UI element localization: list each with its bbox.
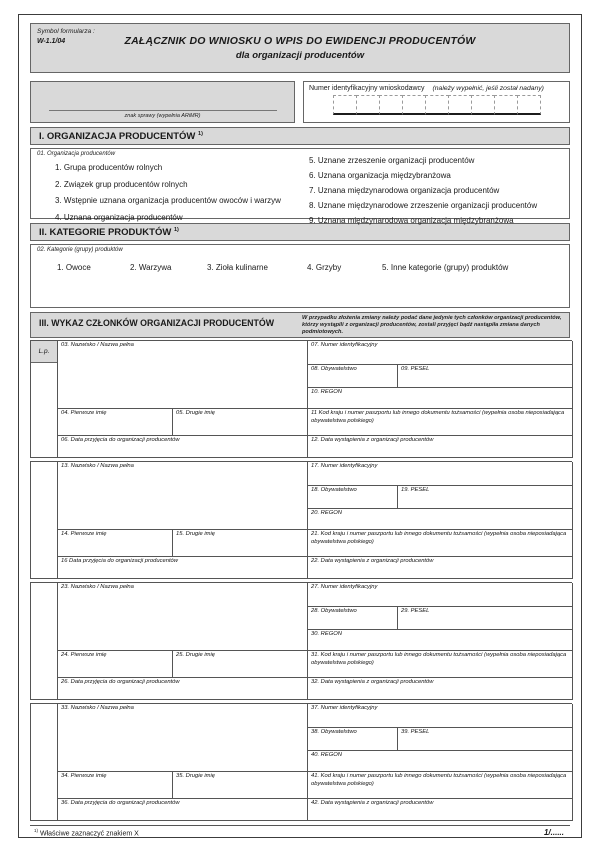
id-digit-cell[interactable] <box>333 95 357 115</box>
member4-pesel-field[interactable]: 39. PESEL <box>398 728 573 751</box>
member4-citizenship-field[interactable]: 38. Obywatelstwo <box>308 728 398 751</box>
member4-passport-field[interactable]: 41. Kod kraju i numer paszportu lub innego dokumentu tożsamości (wypełnia osoba nieposiadająca obywatelstwa polskiego) <box>308 772 573 799</box>
member4-leave-date-field[interactable]: 42. Data wystąpienia z organizacji producentów <box>308 799 573 821</box>
footnote-mark: 1) <box>34 828 39 834</box>
lp-column <box>31 341 58 458</box>
lp-column <box>31 462 58 579</box>
member1-id-field[interactable]: 07. Numer identyfikacyjny <box>308 341 573 365</box>
section3-title: III. WYKAZ CZŁONKÓW ORGANIZACJI PRODUCENTÓW <box>39 318 275 329</box>
member3-join-date-field[interactable]: 26. Data przyjęcia do organizacji producentów <box>58 678 308 700</box>
org-type-option[interactable]: 3. Wstępnie uznana organizacja producentów owoców i warzyw <box>55 196 281 206</box>
member-block-3 <box>30 582 572 700</box>
section1-content <box>30 148 570 226</box>
form-symbol-label: Symbol formularza : <box>37 28 95 35</box>
member2-id-field[interactable]: 17. Numer identyfikacyjny <box>308 462 573 486</box>
applicant-id-label: Numer identyfikacyjny wnioskodawcy <box>309 85 425 92</box>
section1-title: I. ORGANIZACJA PRODUCENTÓW <box>39 131 196 143</box>
member3-passport-field[interactable]: 31. Kod kraju i numer paszportu lub innego dokumentu tożsamości (wypełnia osoba nieposiadająca obywatelstwa polskiego) <box>308 651 573 678</box>
form-title <box>31 35 569 61</box>
member1-first-name-field[interactable]: 04. Pierwsze imię <box>58 409 173 436</box>
applicant-id-labels <box>309 85 564 92</box>
form-header <box>30 23 570 73</box>
member2-passport-field[interactable]: 21. Kod kraju i numer paszportu lub innego dokumentu tożsamości (wypełnia osoba nieposiadająca obywatelstwa polskiego) <box>308 530 573 557</box>
footnote <box>34 828 139 837</box>
page-number: 1/...... <box>543 828 564 838</box>
member1-citizenship-field[interactable]: 08. Obywatelstwo <box>308 365 398 388</box>
member2-second-name-field[interactable]: 15. Drugie imię <box>173 530 308 557</box>
id-digit-cell[interactable] <box>425 95 449 115</box>
applicant-id-box <box>303 81 570 123</box>
section3-note: W przypadku złożenia zmiany należy podać dane jedynie tych członków organizacji producentów, którzy wystąpili z organizacji producentów, zostali przyjęci bądź nastąpiła zmiana danych podmiotowych. <box>302 315 562 335</box>
applicant-id-note: (należy wypełnić, jeśli został nadany) <box>432 85 544 92</box>
org-type-option[interactable]: 8. Uznane międzynarodowe zrzeszenie organizacji producentów <box>309 201 538 211</box>
member3-citizenship-field[interactable]: 28. Obywatelstwo <box>308 607 398 630</box>
member3-second-name-field[interactable]: 25. Drugie imię <box>173 651 308 678</box>
member4-second-name-field[interactable]: 35. Drugie imię <box>173 772 308 799</box>
form-title-line2: dla organizacji producentów <box>235 50 365 61</box>
org-type-option[interactable]: 4. Uznana organizacja producentów <box>55 212 183 222</box>
member1-regon-field[interactable]: 10. REGON <box>308 388 573 409</box>
member3-regon-field[interactable]: 30. REGON <box>308 630 573 651</box>
form-symbol-value: W-1.1/04 <box>37 37 66 45</box>
section2-title: II. KATEGORIE PRODUKTÓW <box>39 227 172 239</box>
id-digit-cell[interactable] <box>494 95 518 115</box>
case-reference-caption: znak sprawy (wypełnia ARiMR) <box>124 113 201 119</box>
member1-passport-field[interactable]: 11 Kod kraju i numer paszportu lub innego dokumentu tożsamości (wypełnia osoba nieposiadająca obywatelstwa polskiego) <box>308 409 573 436</box>
member3-first-name-field[interactable]: 24. Pierwsze imię <box>58 651 173 678</box>
product-category-options <box>37 263 563 272</box>
org-type-option[interactable]: 9. Uznana międzynarodowa organizacja międzybranżowa <box>309 216 514 226</box>
form-page <box>18 14 582 838</box>
member2-name-field[interactable]: 13. Nazwisko / Nazwa pełna <box>58 462 308 530</box>
product-category-option[interactable]: 5. Inne kategorie (grupy) produktów <box>382 263 509 273</box>
id-digit-cell[interactable] <box>379 95 403 115</box>
case-reference-line <box>49 110 277 111</box>
section2-content <box>30 244 570 308</box>
section3-header <box>30 312 570 338</box>
member-block-1 <box>30 340 572 458</box>
member3-pesel-field[interactable]: 29. PESEL <box>398 607 573 630</box>
member2-regon-field[interactable]: 20. REGON <box>308 509 573 530</box>
member-block-2 <box>30 461 572 579</box>
product-category-option[interactable]: 2. Warzywa <box>130 263 172 273</box>
form-footer <box>30 825 570 837</box>
member1-leave-date-field[interactable]: 12. Data wystąpienia z organizacji producentów <box>308 436 573 458</box>
field02-label: 02. Kategorie (grupy) produktów <box>37 247 123 254</box>
section1-header <box>30 127 570 145</box>
section1-footnote-mark: 1) <box>198 131 203 137</box>
applicant-id-digit-cells <box>333 95 564 115</box>
member1-name-field[interactable]: 03. Nazwisko / Nazwa pełna <box>58 341 308 409</box>
product-category-option[interactable]: 1. Owoce <box>57 263 91 273</box>
field01-label: 01. Organizacja producentów <box>37 151 116 158</box>
product-category-option[interactable]: 4. Grzyby <box>307 263 342 273</box>
org-type-option[interactable]: 6. Uznana organizacja międzybranżowa <box>309 171 451 181</box>
member4-first-name-field[interactable]: 34. Pierwsze imię <box>58 772 173 799</box>
org-type-option[interactable]: 2. Związek grup producentów rolnych <box>55 179 188 189</box>
member2-join-date-field[interactable]: 16 Data przyjęcia do organizacji producentów <box>58 557 308 579</box>
footnote-text: Właściwe zaznaczyć znakiem X <box>39 830 139 838</box>
product-category-option[interactable]: 3. Zioła kulinarne <box>207 263 268 273</box>
reference-row <box>30 81 570 123</box>
member4-name-field[interactable]: 33. Nazwisko / Nazwa pełna <box>58 704 308 772</box>
org-type-options-right <box>309 153 563 228</box>
member1-join-date-field[interactable]: 06. Data przyjęcia do organizacji producentów <box>58 436 308 458</box>
member2-leave-date-field[interactable]: 22. Data wystąpienia z organizacji producentów <box>308 557 573 579</box>
lp-header: L.p. <box>31 341 57 363</box>
member2-pesel-field[interactable]: 19. PESEL <box>398 486 573 509</box>
id-digit-cell[interactable] <box>356 95 380 115</box>
id-digit-cell[interactable] <box>402 95 426 115</box>
member3-leave-date-field[interactable]: 32. Data wystąpienia z organizacji producentów <box>308 678 573 700</box>
member1-second-name-field[interactable]: 05. Drugie imię <box>173 409 308 436</box>
member4-join-date-field[interactable]: 36. Data przyjęcia do organizacji producentów <box>58 799 308 821</box>
member3-name-field[interactable]: 23. Nazwisko / Nazwa pełna <box>58 583 308 651</box>
lp-column <box>31 583 58 700</box>
member1-pesel-field[interactable]: 09. PESEL <box>398 365 573 388</box>
member-block-4 <box>30 703 572 821</box>
section2-footnote-mark: 1) <box>173 227 179 234</box>
org-type-options-left <box>37 160 309 228</box>
member2-first-name-field[interactable]: 14. Pierwsze imię <box>58 530 173 557</box>
member4-regon-field[interactable]: 40. REGON <box>308 751 573 772</box>
member2-citizenship-field[interactable]: 18. Obywatelstwo <box>308 486 398 509</box>
org-type-option[interactable]: 7. Uznana międzynarodowa organizacja producentów <box>309 186 500 196</box>
id-digit-cell[interactable] <box>471 95 495 115</box>
form-title-line1: ZAŁĄCZNIK DO WNIOSKU O WPIS DO EWIDENCJI PRODUCENTÓW <box>124 35 476 47</box>
member4-id-field[interactable]: 37. Numer identyfikacyjny <box>308 704 573 728</box>
id-digit-cell[interactable] <box>517 95 541 115</box>
id-digit-cell[interactable] <box>448 95 472 115</box>
lp-column <box>31 704 58 821</box>
org-type-option[interactable]: 1. Grupa producentów rolnych <box>55 163 163 173</box>
org-type-option[interactable]: 5. Uznane zrzeszenie organizacji producentów <box>309 156 475 166</box>
case-reference-field[interactable] <box>30 81 295 123</box>
member3-id-field[interactable]: 27. Numer identyfikacyjny <box>308 583 573 607</box>
